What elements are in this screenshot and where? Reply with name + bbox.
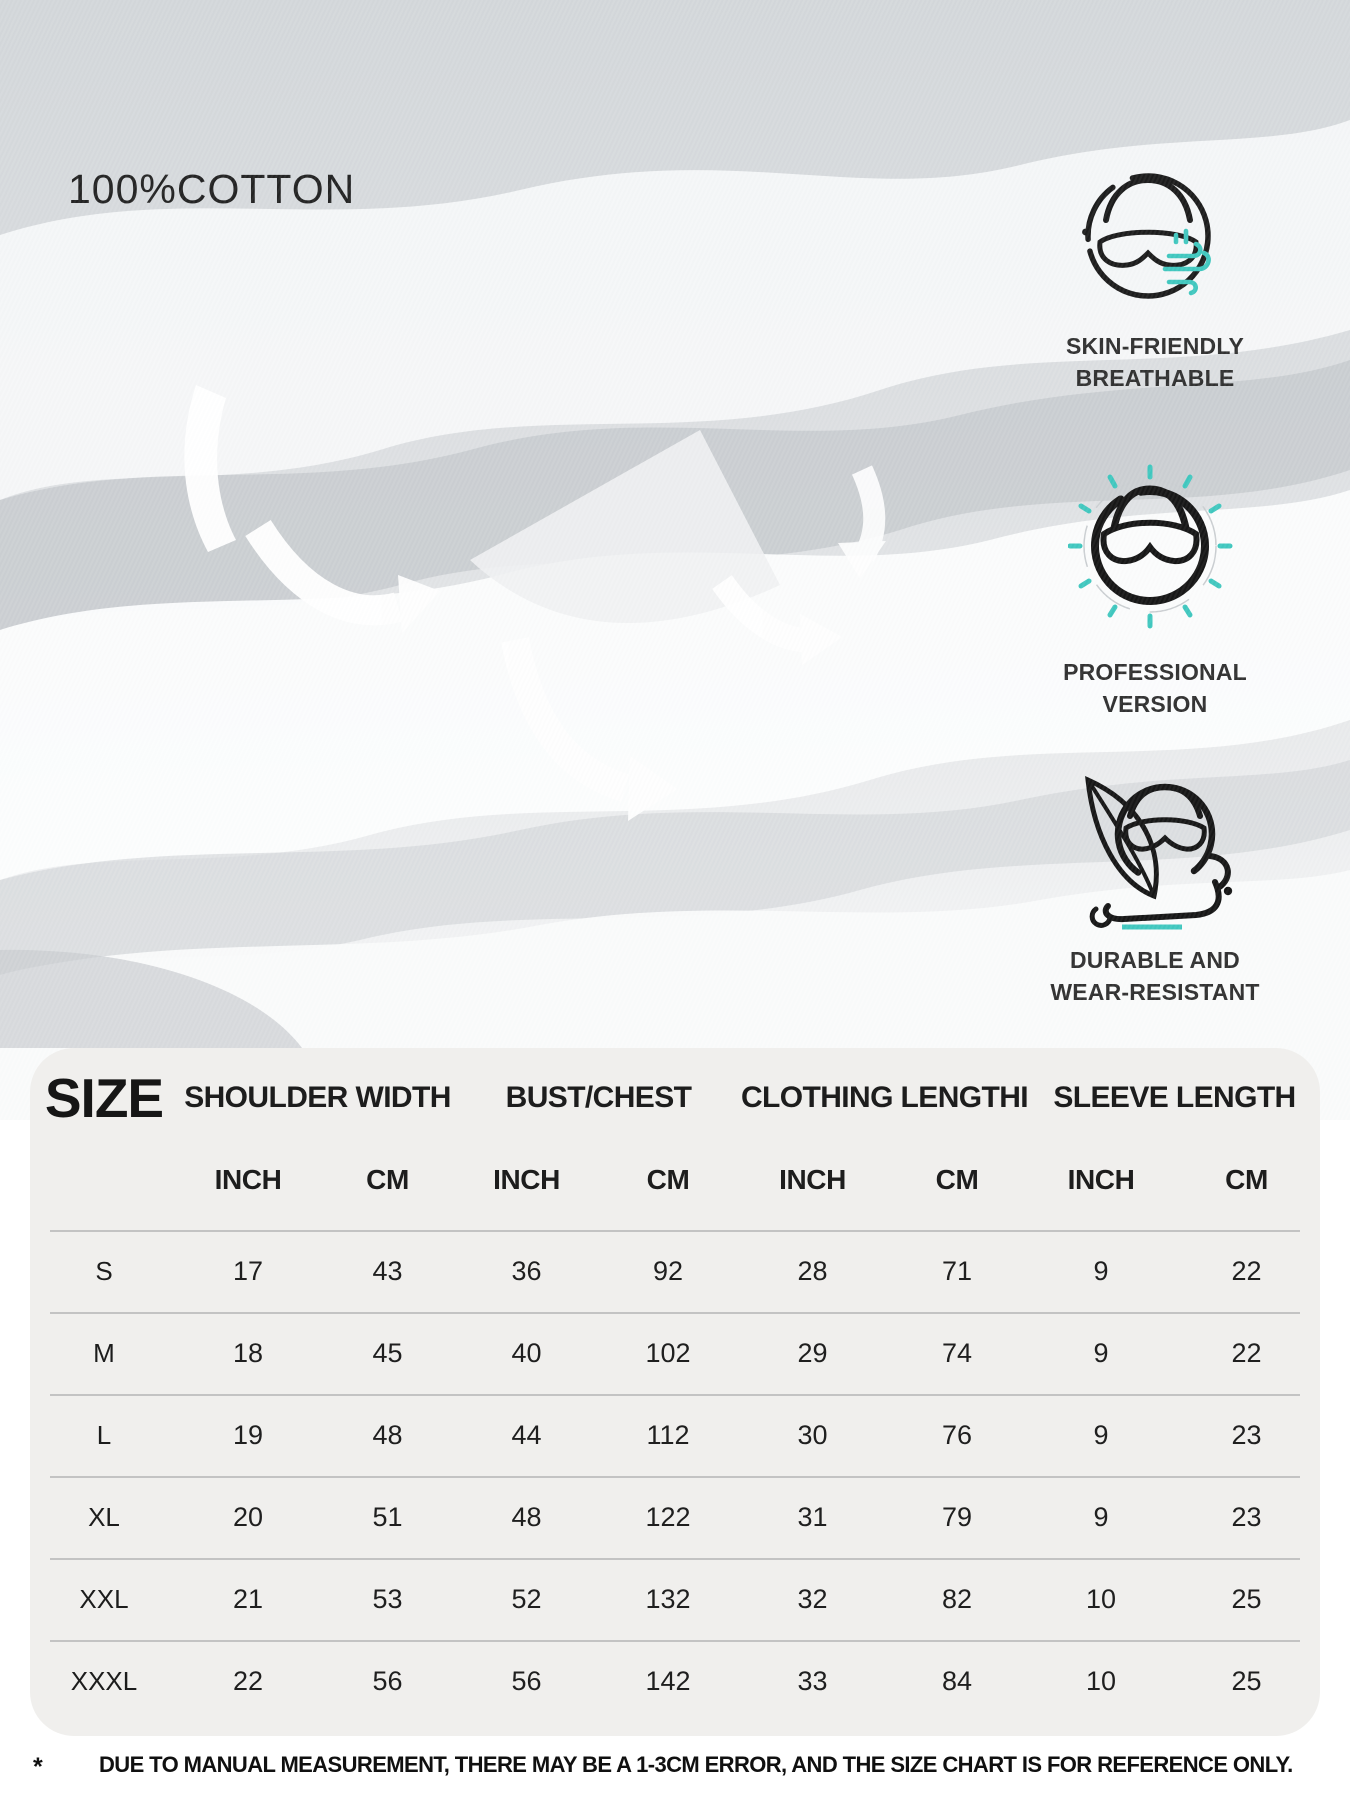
cell-value: 28 — [797, 1255, 828, 1286]
table-row — [30, 1230, 1320, 1312]
table-row — [30, 1558, 1320, 1640]
cell-value: 22 — [1231, 1255, 1262, 1286]
feature-label-line2: VERSION — [1102, 691, 1208, 717]
unit-header: CM — [935, 1164, 979, 1195]
cell-value: 30 — [797, 1419, 828, 1450]
cell-value: 53 — [372, 1583, 403, 1614]
footnote-marker: * — [33, 1753, 43, 1781]
row-size-label: XL — [88, 1501, 120, 1532]
unit-header: INCH — [493, 1164, 560, 1195]
cell-value: 56 — [372, 1665, 403, 1696]
column-group-header: SHOULDER WIDTH — [184, 1081, 451, 1114]
row-size-label: M — [93, 1337, 115, 1368]
cell-value: 76 — [941, 1419, 973, 1450]
cell-value: 43 — [372, 1255, 403, 1286]
cell-value: 40 — [511, 1337, 542, 1368]
cell-value: 112 — [646, 1419, 690, 1450]
cell-value: 25 — [1231, 1583, 1262, 1614]
cell-value: 48 — [511, 1501, 542, 1532]
cell-value: 51 — [372, 1501, 403, 1532]
cell-value: 10 — [1085, 1665, 1117, 1696]
size-chart-header-row — [30, 1066, 1320, 1130]
unit-header: CM — [646, 1164, 690, 1195]
cell-value: 44 — [511, 1419, 542, 1450]
cell-value: 25 — [1231, 1665, 1262, 1696]
unit-header: INCH — [214, 1164, 282, 1195]
breathable-face-mask-icon — [1072, 160, 1222, 325]
table-row — [30, 1312, 1320, 1394]
cell-value: 19 — [232, 1419, 264, 1450]
unit-header-row — [30, 1130, 1320, 1230]
size-header: SIZE — [44, 1067, 164, 1129]
feature-label — [1000, 944, 1310, 1008]
cell-value: 74 — [941, 1337, 973, 1368]
cell-value: 82 — [941, 1583, 973, 1614]
cell-value: 92 — [652, 1255, 684, 1286]
cell-value: 79 — [941, 1501, 973, 1532]
professional-face-mask-icon — [1068, 462, 1233, 637]
feature-label-line1: DURABLE AND — [1069, 947, 1240, 973]
cell-value: 48 — [372, 1419, 403, 1450]
unit-header: INCH — [779, 1164, 846, 1195]
cell-value: 29 — [797, 1337, 828, 1368]
cell-value: 56 — [511, 1665, 542, 1696]
feature-label — [1000, 330, 1310, 394]
cell-value: 23 — [1231, 1501, 1262, 1532]
unit-header: INCH — [1067, 1164, 1135, 1195]
cell-value: 22 — [1231, 1337, 1262, 1368]
cell-value: 21 — [232, 1583, 264, 1614]
cell-value: 31 — [797, 1501, 828, 1532]
cell-value: 22 — [232, 1665, 264, 1696]
column-group-header: SLEEVE LENGTH — [1053, 1081, 1296, 1114]
cell-value: 33 — [797, 1665, 828, 1696]
cell-value: 10 — [1085, 1583, 1117, 1614]
row-size-label: S — [95, 1255, 113, 1286]
cell-value: 142 — [645, 1665, 691, 1696]
cell-value: 9 — [1093, 1419, 1109, 1450]
cell-value: 17 — [232, 1255, 264, 1286]
row-size-label: L — [96, 1419, 112, 1450]
table-row — [30, 1476, 1320, 1558]
cell-value: 20 — [232, 1501, 264, 1532]
unit-header: CM — [1225, 1164, 1268, 1195]
durable-face-mask-icon — [1058, 770, 1243, 932]
footnote-text: DUE TO MANUAL MEASUREMENT, THERE MAY BE A 1-3CM ERROR, AND THE SIZE CHART IS FOR REFERENCE ONLY. — [99, 1752, 1293, 1777]
cell-value: 45 — [372, 1337, 403, 1368]
table-row — [30, 1640, 1320, 1722]
cell-value: 9 — [1093, 1255, 1109, 1286]
cell-value: 32 — [797, 1583, 828, 1614]
cell-value: 84 — [941, 1665, 973, 1696]
feature-label-line1: SKIN-FRIENDLY — [1065, 333, 1245, 359]
column-group-header: CLOTHING LENGTHI — [740, 1081, 1029, 1114]
table-row — [30, 1394, 1320, 1476]
feature-label-line2: WEAR-RESISTANT — [1050, 979, 1260, 1005]
cell-value: 132 — [645, 1583, 691, 1614]
row-size-label: XXL — [79, 1583, 129, 1614]
column-group-header: BUST/CHEST — [505, 1081, 692, 1114]
unit-header: CM — [366, 1164, 409, 1195]
feature-label — [1000, 656, 1310, 720]
cell-value: 36 — [511, 1255, 542, 1286]
cell-value: 71 — [941, 1255, 973, 1286]
cell-value: 23 — [1231, 1419, 1262, 1450]
cell-value: 122 — [645, 1501, 691, 1532]
size-chart-panel — [30, 1048, 1320, 1736]
cotton-label: 100%COTTON — [68, 166, 356, 212]
feature-label-line1: PROFESSIONAL — [1063, 659, 1247, 685]
cell-value: 9 — [1093, 1337, 1109, 1368]
cell-value: 52 — [511, 1583, 542, 1614]
cell-value: 9 — [1093, 1501, 1109, 1532]
cell-value: 102 — [645, 1337, 691, 1368]
row-size-label: XXXL — [70, 1665, 138, 1696]
feature-label-line2: BREATHABLE — [1075, 365, 1235, 391]
cell-value: 18 — [232, 1337, 264, 1368]
